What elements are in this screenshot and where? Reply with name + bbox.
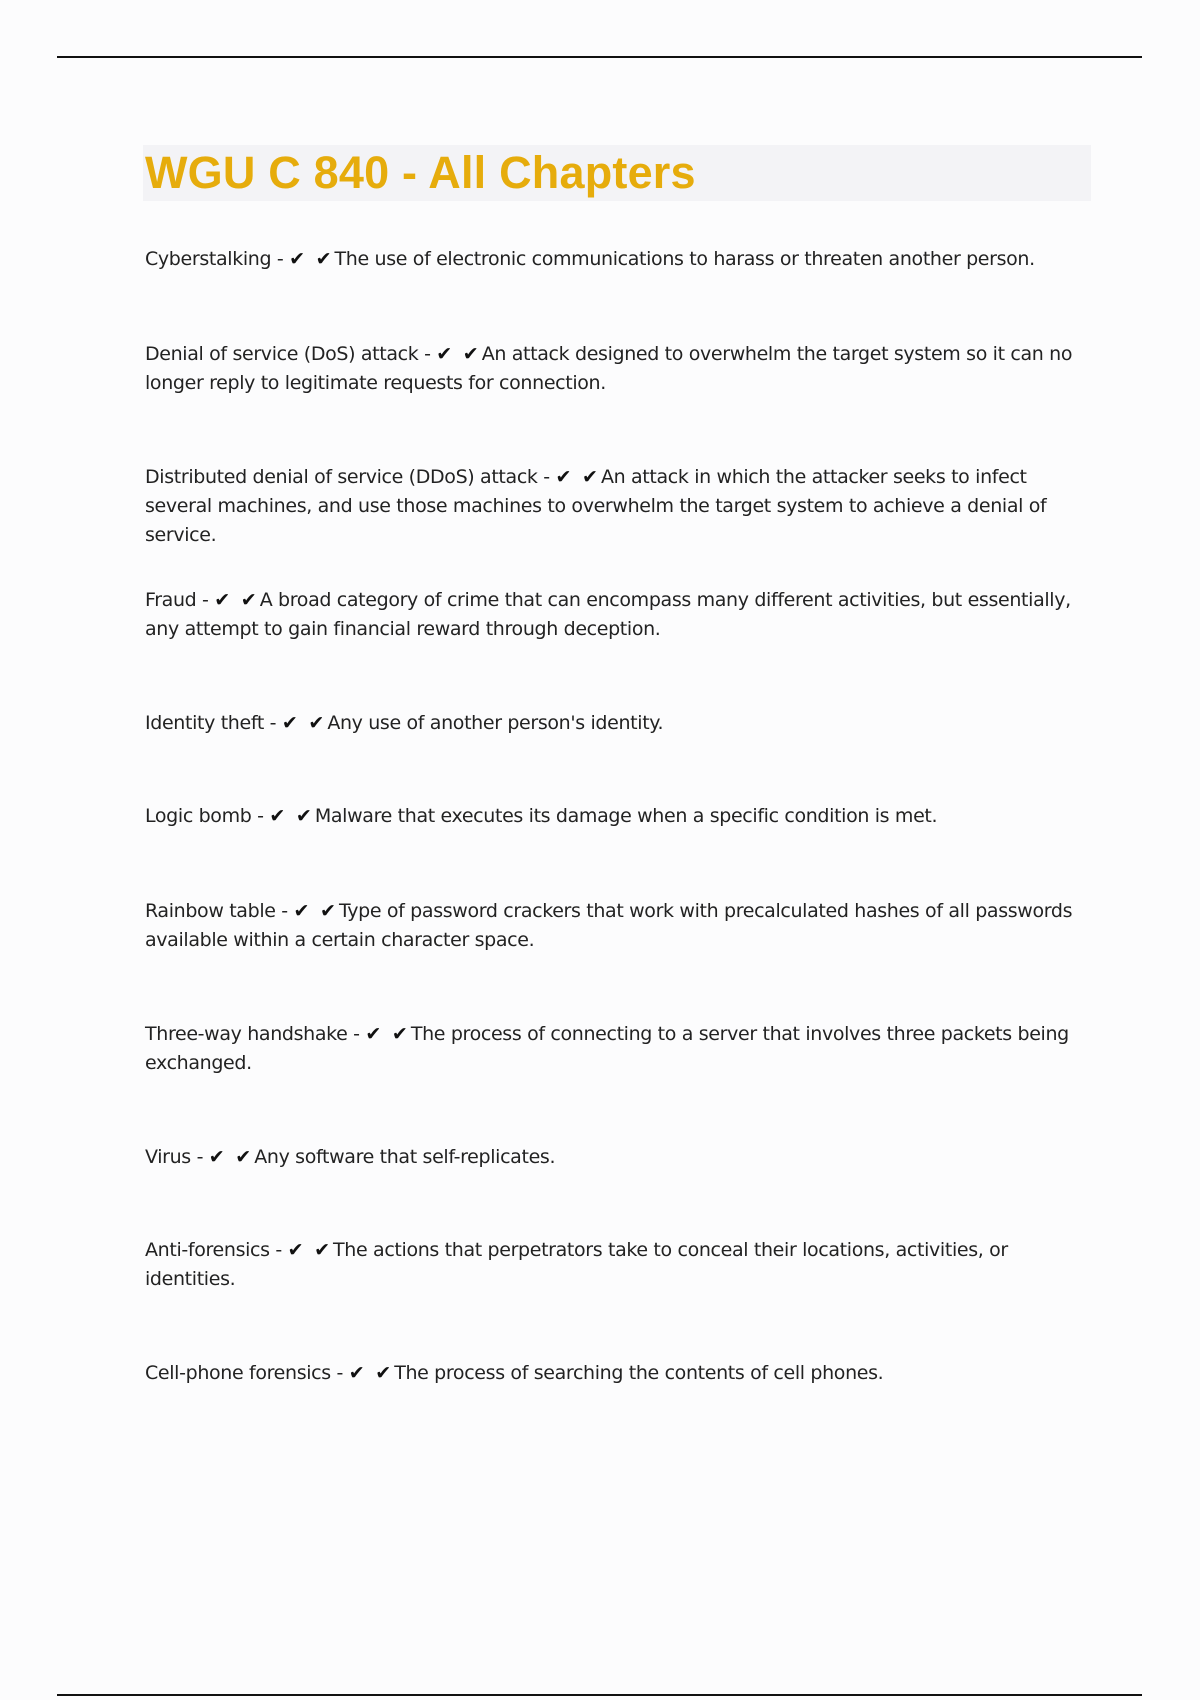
entry-dos-attack — [145, 340, 1090, 398]
entry-separator: - — [275, 900, 294, 922]
entry-term: Distributed denial of service (DDoS) attack — [145, 466, 538, 488]
entry-cyberstalking — [145, 245, 1090, 274]
entry-separator: - — [537, 466, 556, 488]
entry-fraud — [145, 586, 1090, 644]
document-title: WGU C 840 - All Chapters — [145, 147, 696, 198]
entry-definition: The process of connecting to a server that involves three packets being exchanged. — [145, 1023, 1069, 1074]
entry-definition: An attack in which the attacker seeks to infect several machines, and use those machines to overwhelm the target system to achieve a denial of service. — [145, 466, 1047, 546]
entry-separator: - — [271, 248, 290, 270]
entry-definition: The process of searching the contents of cell phones. — [394, 1362, 884, 1384]
entry-definition: Any use of another person's identity. — [327, 712, 664, 734]
double-check-icon: ✔ ✔ — [293, 900, 338, 922]
entry-definition: The actions that perpetrators take to conceal their locations, activities, or identities. — [145, 1239, 1008, 1290]
entry-logic-bomb — [145, 802, 1090, 831]
entry-term: Cyberstalking — [145, 248, 272, 270]
entry-separator: - — [418, 343, 437, 365]
entry-separator: - — [196, 589, 215, 611]
title-bar — [143, 145, 1091, 201]
entry-term: Virus — [145, 1146, 191, 1168]
double-check-icon: ✔ ✔ — [436, 343, 481, 365]
entry-separator: - — [190, 1146, 209, 1168]
entry-term: Three-way handshake — [145, 1023, 348, 1045]
double-check-icon: ✔ ✔ — [289, 248, 334, 270]
entry-virus — [145, 1143, 1090, 1172]
top-rule — [57, 56, 1142, 58]
entry-separator: - — [269, 1239, 288, 1261]
entry-identity-theft — [145, 709, 1090, 738]
entry-separator: - — [263, 712, 282, 734]
bottom-rule — [57, 1694, 1142, 1696]
entry-term: Identity theft — [145, 712, 264, 734]
double-check-icon: ✔ ✔ — [208, 1146, 254, 1168]
entry-definition: An attack designed to overwhelm the target system so it can no longer reply to legitimate requests for connection. — [145, 343, 1073, 394]
entry-separator: - — [330, 1362, 349, 1384]
entry-term: Cell-phone forensics — [145, 1362, 331, 1384]
entry-separator: - — [347, 1023, 366, 1045]
entry-cell-phone-forensics — [145, 1359, 1090, 1388]
entry-rainbow-table — [145, 897, 1090, 955]
entry-definition: Any software that self-replicates. — [254, 1146, 556, 1168]
entry-definition: Type of password crackers that work with precalculated hashes of all passwords available within a certain character space. — [145, 900, 1073, 951]
entry-term: Rainbow table — [145, 900, 276, 922]
entry-term: Denial of service (DoS) attack — [145, 343, 419, 365]
entry-definition: The use of electronic communications to harass or threaten another person. — [334, 248, 1035, 270]
entry-definition: Malware that executes its damage when a specific condition is met. — [314, 805, 938, 827]
entry-three-way-handshake — [145, 1020, 1090, 1078]
entry-term: Fraud — [145, 589, 197, 611]
entry-definition: A broad category of crime that can encompass many different activities, but essentially, any attempt to gain financial reward through deception. — [145, 589, 1071, 640]
entry-term: Anti-forensics — [145, 1239, 270, 1261]
double-check-icon: ✔ ✔ — [281, 712, 327, 734]
entry-term: Logic bomb — [145, 805, 252, 827]
double-check-icon: ✔ ✔ — [555, 466, 600, 488]
double-check-icon: ✔ ✔ — [287, 1239, 333, 1261]
entry-ddos-attack — [145, 463, 1090, 550]
double-check-icon: ✔ ✔ — [365, 1023, 410, 1045]
double-check-icon: ✔ ✔ — [269, 805, 314, 827]
double-check-icon: ✔ ✔ — [214, 589, 259, 611]
entry-anti-forensics — [145, 1236, 1090, 1294]
double-check-icon: ✔ ✔ — [348, 1362, 394, 1384]
entry-separator: - — [251, 805, 270, 827]
